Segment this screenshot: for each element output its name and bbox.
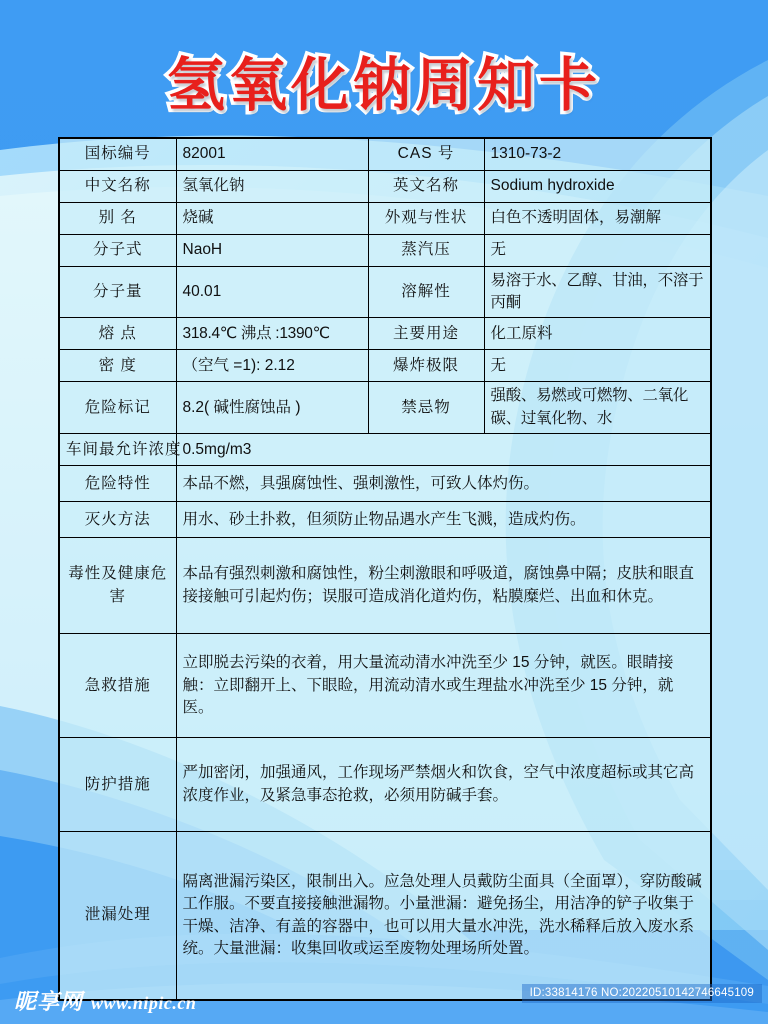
row-label-english-name: 英文名称 [368,170,484,202]
table-row [59,138,711,170]
section-label-toxicity-health: 毒性及健康危害 [59,538,176,634]
row-value-explosion-limit: 无 [484,350,711,382]
table-row [59,350,711,382]
section-label-fire-fighting: 灭火方法 [59,502,176,538]
row-label-gb-number: 国标编号 [59,138,176,170]
section-value-toxicity-health: 本品有强烈刺激和腐蚀性，粉尘刺激眼和呼吸道，腐蚀鼻中隔；皮肤和眼直接接触可引起灼伤；误服可造成消化道灼伤，粘膜糜烂、出血和休克。 [176,538,711,634]
row-value-alias: 烧碱 [176,202,368,234]
table-row [59,234,711,266]
row-value-main-use: 化工原料 [484,318,711,350]
section-label-protection: 防护措施 [59,738,176,832]
row-value-incompatible: 强酸、易燃或可燃物、二氧化碳、过氧化物、水 [484,382,711,434]
section-value-protection: 严加密闭，加强通风，工作现场严禁烟火和饮食，空气中浓度超标或其它高浓度作业，及紧急事态抢救，必须用防碱手套。 [176,738,711,832]
row-value-hazard-mark: 8.2( 碱性腐蚀品 ) [176,382,368,434]
page-title: 氢氧化钠周知卡 [166,51,601,119]
row-label-cas-number: CAS 号 [368,138,484,170]
row-value-appearance: 白色不透明固体，易潮解 [484,202,711,234]
row-label-density: 密 度 [59,350,176,382]
table-row-section [59,634,711,738]
section-label-hazard-characteristics: 危险特性 [59,466,176,502]
table-row-section [59,466,711,502]
row-label-formula: 分子式 [59,234,176,266]
section-value-leak-handling: 隔离泄漏污染区，限制出入。应急处理人员戴防尘面具（全面罩），穿防酸碱工作服。不要直接接触泄漏物。小量泄漏：避免扬尘，用洁净的铲子收集于干燥、洁净、有盖的容器中，也可以用大量水冲洗，洗水稀释后放入废水系统。大量泄漏：收集回收或运至废物处理场所处置。 [176,832,711,1000]
info-table-body [59,138,711,1000]
table-row-section [59,502,711,538]
row-label-main-use: 主要用途 [368,318,484,350]
table-row-section [59,832,711,1000]
section-value-hazard-characteristics: 本品不燃，具强腐蚀性、强刺激性，可致人体灼伤。 [176,466,711,502]
row-value-gb-number: 82001 [176,138,368,170]
row-label-max-concentration: 车间最允许浓度 [59,434,176,466]
row-label-explosion-limit: 爆炸极限 [368,350,484,382]
table-row-section [59,538,711,634]
row-label-melting-point: 熔 点 [59,318,176,350]
row-value-max-concentration: 0.5mg/m3 [176,434,711,466]
row-label-incompatible: 禁忌物 [368,382,484,434]
row-label-chinese-name: 中文名称 [59,170,176,202]
info-table-container [58,137,710,1001]
section-value-fire-fighting: 用水、砂土扑救，但须防止物品遇水产生飞溅，造成灼伤。 [176,502,711,538]
row-value-cas-number: 1310-73-2 [484,138,711,170]
asset-id-badge: ID:33814176 NO:20220510142746645109 [522,984,762,1003]
table-row [59,202,711,234]
site-url: www.nipic.cn [91,993,197,1013]
row-label-molecular-weight: 分子量 [59,266,176,318]
row-value-density: （空气 =1): 2.12 [176,350,368,382]
table-row-section [59,738,711,832]
table-row [59,266,711,318]
chemical-info-table [58,137,712,1001]
section-label-first-aid: 急救措施 [59,634,176,738]
row-value-chinese-name: 氢氧化钠 [176,170,368,202]
site-logo: 昵享网 [14,990,84,1015]
watermark [14,985,196,1016]
row-value-formula: NaoH [176,234,368,266]
row-label-vapor-pressure: 蒸汽压 [368,234,484,266]
row-label-alias: 别 名 [59,202,176,234]
row-value-vapor-pressure: 无 [484,234,711,266]
table-row [59,170,711,202]
row-value-molecular-weight: 40.01 [176,266,368,318]
footer-bar [0,976,768,1024]
row-value-english-name: Sodium hydroxide [484,170,711,202]
section-value-first-aid: 立即脱去污染的衣着，用大量流动清水冲洗至少 15 分钟，就医。眼睛接触：立即翻开上、下眼睑，用流动清水或生理盐水冲洗至少 15 分钟，就医。 [176,634,711,738]
poster-title-container [0,38,768,122]
table-row [59,382,711,434]
row-label-solubility: 溶解性 [368,266,484,318]
row-label-hazard-mark: 危险标记 [59,382,176,434]
row-value-solubility: 易溶于水、乙醇、甘油，不溶于丙酮 [484,266,711,318]
row-label-appearance: 外观与性状 [368,202,484,234]
table-row-concentration [59,434,711,466]
table-row [59,318,711,350]
row-value-melting-point: 318.4℃ 沸点 :1390℃ [176,318,368,350]
section-label-leak-handling: 泄漏处理 [59,832,176,1000]
